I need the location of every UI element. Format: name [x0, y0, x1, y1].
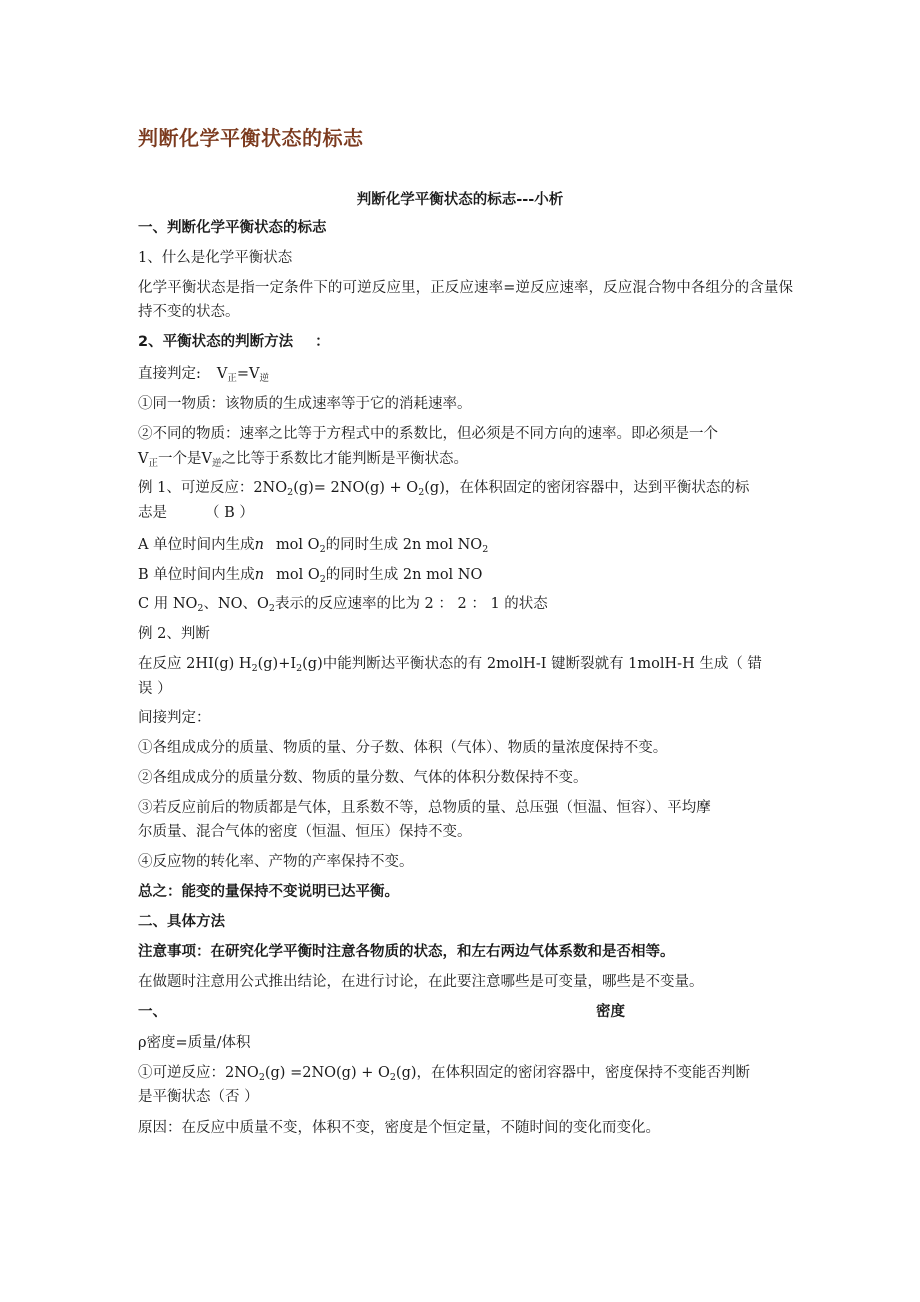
text: 的同时生成 2n mol NO [325, 537, 483, 553]
indirect-item-3-line-2: 尔质量、混合气体的密度（恒温、恒压）保持不变。 [138, 824, 472, 840]
example-1-answer: （ B ） [205, 505, 254, 521]
subscript: 2 [418, 487, 425, 498]
text: (g)，在体积固定的密闭容器中，达到平衡状态的标 [424, 480, 750, 496]
question-1: 1、什么是化学平衡状态 [138, 250, 293, 266]
density-heading-line [138, 1000, 838, 1024]
text: 之比等于系数比才能判断是平衡状态。 [221, 451, 468, 467]
v-symbol: V [216, 366, 228, 382]
section-2-heading: 二、具体方法 [138, 914, 225, 930]
v-symbol: V [138, 451, 149, 467]
text: 的同时生成 2n mol NO [325, 567, 483, 583]
note: 注意事项：在研究化学平衡时注意各物质的状态，和左右两边气体系数和是否相等。 [138, 944, 675, 960]
subscript: 2 [268, 603, 275, 614]
text: 、NO、O [203, 596, 269, 612]
subscript: 2 [319, 574, 326, 585]
text: mol O [276, 567, 320, 583]
method-heading: 2、平衡状态的判断方法 [138, 334, 294, 350]
text: (g)中能判断达平衡状态的有 2molH-I 键断裂就有 1molH-H 生成（ 错 [302, 656, 762, 672]
text: mol O [275, 537, 320, 553]
section-1-heading: 一、判断化学平衡状态的标志 [138, 220, 327, 236]
text: 例 1、可逆反应：2NO [138, 480, 288, 496]
subscript: 2 [251, 663, 258, 674]
text: 志是 [138, 505, 167, 521]
text: (g)，在体积固定的密闭容器中，密度保持不变能否判断 [395, 1065, 751, 1081]
v-reverse-subscript: 逆 [259, 373, 270, 384]
summary: 总之：能变的量保持不变说明已达平衡。 [138, 884, 399, 900]
method-heading-line [138, 330, 793, 354]
text: B 单位时间内生成 [138, 567, 255, 583]
density-question-line-2: 是平衡状态（否 ） [138, 1089, 259, 1105]
text: (g)+I [257, 656, 297, 672]
direct-item-1: ①同一物质：该物质的生成速率等于它的消耗速率。 [138, 396, 472, 412]
text: 表示的反应速率的比为 2 ： 2 ： 1 的状态 [274, 596, 548, 612]
indirect-label: 间接判定： [138, 710, 211, 726]
density-question-line-1 [138, 1061, 793, 1085]
indirect-item-3-line-1: ③若反应前后的物质都是气体，且系数不等，总物质的量、总压强（恒温、恒容）、平均摩 [138, 800, 711, 816]
indirect-item-1: ①各组成成分的质量、物质的量、分子数、体积（气体）、物质的量浓度保持不变。 [138, 740, 668, 756]
subscript: 2 [258, 1072, 265, 1083]
text: A 单位时间内生成 [138, 537, 255, 553]
example-2-line-2: 误 ） [138, 681, 172, 697]
v-reverse-subscript: 逆 [211, 458, 222, 469]
direct-judgement-line [138, 362, 793, 386]
density-reason: 原因：在反应中质量不变，体积不变，密度是个恒定量，不随时间的变化而变化。 [138, 1120, 660, 1136]
document-title: 判断化学平衡状态的标志 [138, 126, 364, 150]
text: 在反应 2HI(g) H [138, 656, 252, 672]
example-1-line-2 [138, 501, 793, 525]
tip: 在做题时注意用公式推出结论，在进行讨论，在此要注意哪些是可变量，哪些是不变量。 [138, 974, 704, 990]
definition-paragraph: 化学平衡状态是指一定条件下的可逆反应里，正反应速率=逆反应速率，反应混合物中各组分的含量保持不变的状态。 [138, 280, 793, 320]
direct-item-2-line-2 [138, 447, 793, 471]
density-formula: ρ密度=质量/体积 [138, 1035, 251, 1051]
text: C 用 NO [138, 596, 198, 612]
text: (g) =2NO(g) + O [264, 1065, 390, 1081]
direct-item-2-line-1: ②不同的物质：速率之比等于方程式中的系数比，但必须是不同方向的速率。即必须是一个 [138, 426, 718, 442]
density-title: 密度 [596, 1004, 625, 1020]
v-symbol: V [201, 451, 212, 467]
option-a [138, 533, 793, 557]
example-1-line-1 [138, 476, 793, 500]
subscript: 2 [287, 487, 294, 498]
direct-label: 直接判定: [138, 366, 201, 382]
v-forward-subscript: 正 [227, 373, 237, 384]
italic-n: n [254, 537, 264, 553]
text: 一个是 [158, 451, 202, 467]
subscript: 2 [296, 663, 303, 674]
subscript: 2 [197, 603, 204, 614]
indirect-item-2: ②各组成成分的质量分数、物质的量分数、气体的体积分数保持不变。 [138, 770, 588, 786]
subtitle: 判断化学平衡状态的标志---小析 [356, 192, 564, 208]
indirect-item-4: ④反应物的转化率、产物的产率保持不变。 [138, 854, 414, 870]
subscript: 2 [482, 544, 489, 555]
subsection-number: 一、 [138, 1004, 167, 1020]
option-c [138, 592, 793, 616]
v-forward-subscript: 正 [148, 458, 158, 469]
example-2-title: 例 2、判断 [138, 626, 210, 642]
method-colon: ： [315, 334, 330, 350]
subscript: 2 [389, 1072, 396, 1083]
option-b [138, 563, 793, 587]
equals-v: =V [236, 366, 260, 382]
subscript: 2 [319, 544, 326, 555]
text: ①可逆反应：2NO [138, 1065, 259, 1081]
italic-n: n [254, 567, 265, 583]
example-2-line-1 [138, 652, 793, 676]
text: (g)= 2NO(g) + O [293, 480, 419, 496]
